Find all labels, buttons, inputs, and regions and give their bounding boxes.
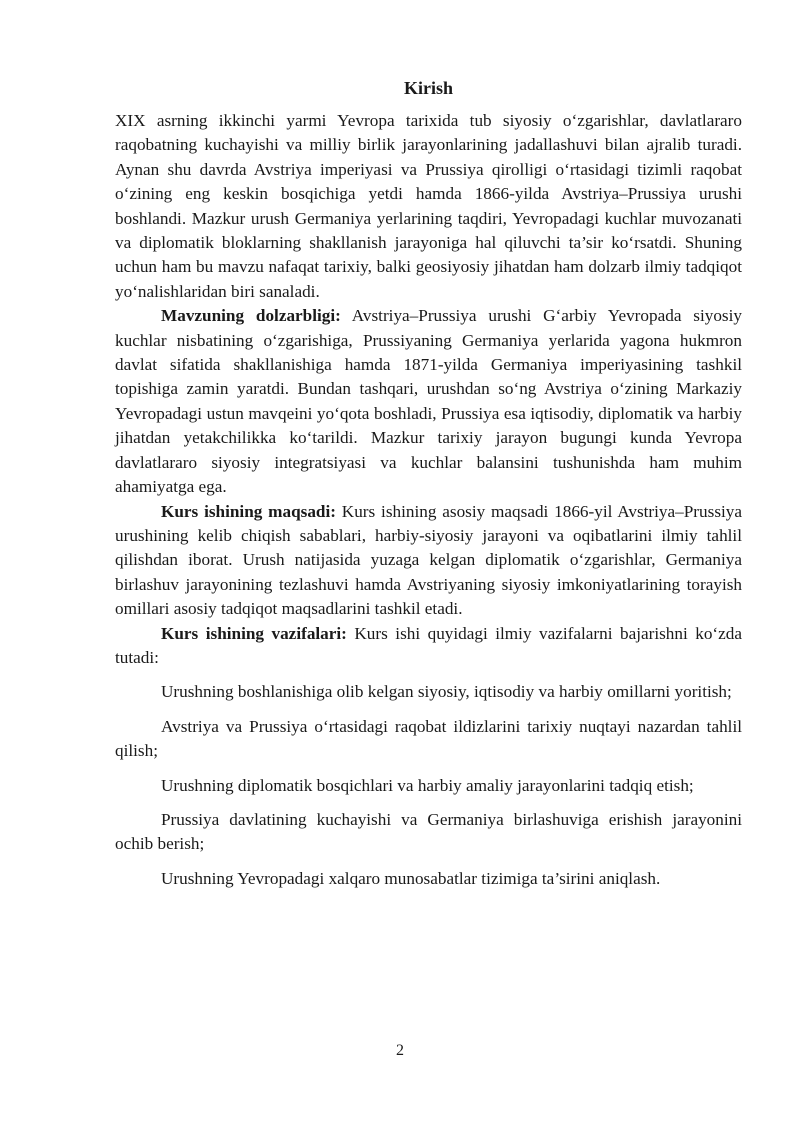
tasks-text: Kurs ishi quyidagi ilmiy vazifalarni bajarishni ko‘zda tutadi:	[115, 623, 742, 667]
tasks-label: Kurs ishining vazifalari:	[161, 623, 347, 643]
section-title: Kirish	[403, 78, 453, 98]
task-item: Urushning Yevropadagi xalqaro munosabatlar tizimiga ta’sirini aniqlash.	[161, 868, 661, 888]
task-item: Urushning boshlanishiga olib kelgan siyosiy, iqtisodiy va harbiy omillarni yoritish;	[161, 682, 732, 702]
relevance-text: Avstriya–Prussiya urushi G‘arbiy Yevropada siyosiy kuchlar nisbatining o‘zgarishiga, Prussiyaning Germaniya yerlarida yagona hukmron davlat sifatida shakllanishiga hamda 1871-yilda Germaniya imperiyasining tashkil topishiga zamin yaratdi. Bundan tashqari, urushdan so‘ng Avstriya o‘zining Markaziy Yevropadagi ustun mavqeini yo‘qota boshladi, Prussiya esa iqtisodiy, diplomatik va harbiy jihatdan yetakchilikka ko‘tarildi. Mazkur tarixiy jarayon bugungi kunda Yevropa davlatlararo siyosiy integratsiyasi va kuchlar balansini tushunishda ham muhim ahamiyatga ega.	[115, 306, 742, 497]
task-item: Avstriya va Prussiya o‘rtasidagi raqobat ildizlarini tarixiy nuqtayi nazardan tahlil qilish;	[115, 716, 742, 761]
goal-paragraph	[115, 500, 742, 622]
task-item: Prussiya davlatining kuchayishi va Germaniya birlashuviga erishish jarayonini ochib berish;	[115, 809, 742, 854]
intro-paragraph: XIX asrning ikkinchi yarmi Yevropa tarixida tub siyosiy o‘zgarishlar, davlatlararo raqobatning kuchayishi va milliy birlik jarayonlarining jadallashuvi bilan ajralib turadi. Aynan shu davrda Avstriya imperiyasi va Prussiya qirolligi o‘rtasidagi tizimli raqobat o‘zining eng keskin bosqichiga yetdi hamda 1866-yilda Avstriya–Prussiya urushi boshlandi. Mazkur urush Germaniya yerlarining taqdiri, Yevropadagi kuchlar muvozanati va diplomatik bloklarning shakllanish jarayoniga hal qiluvchi ta’sir ko‘rsatdi. Shuning uchun ham bu mavzu nafaqat tarixiy, balki geosiyosiy jihatdan ham dolzarb ilmiy tadqiqot yo‘nalishlaridan biri sanaladi.	[115, 111, 742, 301]
task-item: Urushning diplomatik bosqichlari va harbiy amaliy jarayonlarini tadqiq etish;	[161, 775, 694, 795]
document-body	[115, 109, 742, 891]
goal-text: Kurs ishining asosiy maqsadi 1866-yil Avstriya–Prussiya urushining kelib chiqish sabablari, harbiy-siyosiy jarayoni va oqibatlarini ilmiy tahlil qilishdan iborat. Urush natijasida yuzaga kelgan diplomatik o‘zgarishlar, Germaniya birlashuv jarayonining tezlashuvi hamda Avstriyaning siyosiy imkoniyatlarining torayish omillari asosiy tadqiqot maqsadlarini tashkil etadi.	[115, 501, 743, 619]
relevance-label: Mavzuning dolzarbligi:	[161, 306, 341, 326]
relevance-paragraph	[115, 304, 742, 499]
goal-label: Kurs ishining maqsadi:	[161, 501, 336, 521]
tasks-paragraph	[115, 622, 742, 671]
page-number: 2	[396, 1042, 404, 1059]
